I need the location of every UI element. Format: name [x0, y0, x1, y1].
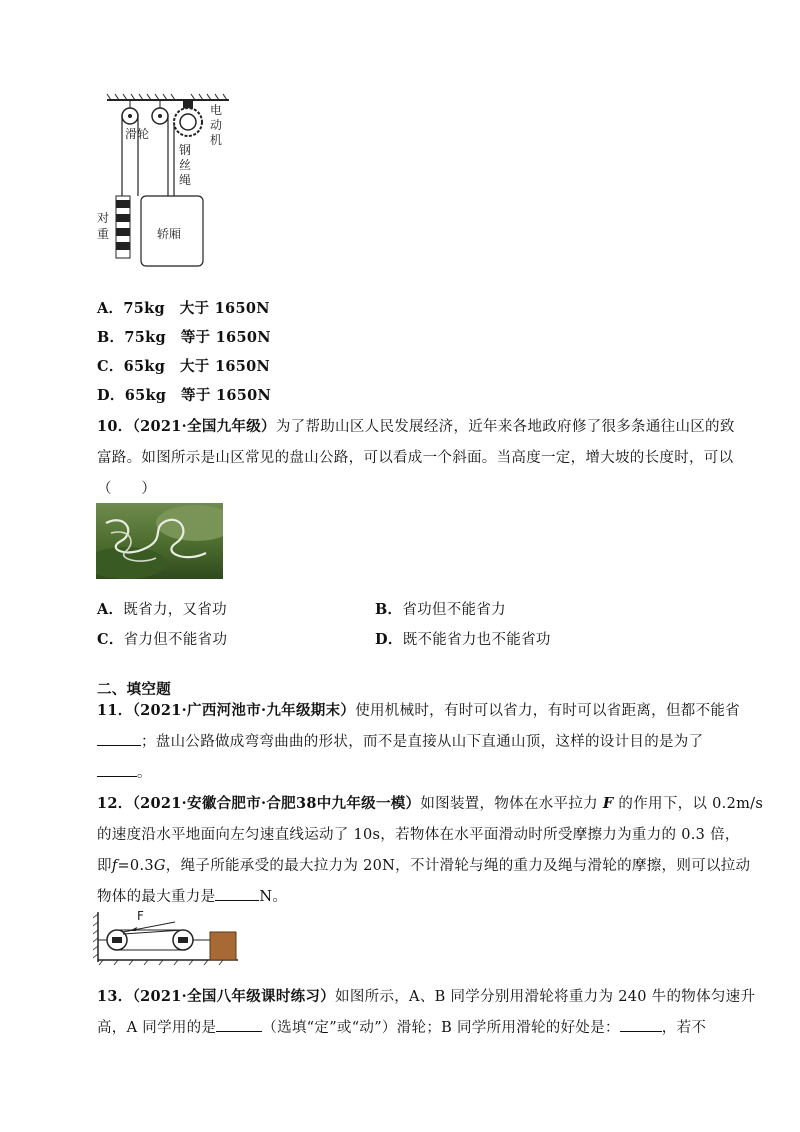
- svg-text:钢: 钢: [179, 143, 192, 157]
- car-label: 轿厢: [157, 227, 182, 241]
- q13-blank-1[interactable]: [216, 1017, 262, 1032]
- q9-option-a[interactable]: A．75kg 大于 1650N: [97, 300, 270, 317]
- q9-option-d[interactable]: D．65kg 等于 1650N: [97, 387, 272, 404]
- q9-option-c[interactable]: C．65kg 大于 1650N: [97, 358, 271, 375]
- svg-text:丝: 丝: [179, 158, 192, 172]
- q12-line4: 物体的最大重力是 N。: [97, 885, 287, 906]
- q10-line1: 10．（2021·全国九年级）为了帮助山区人民发展经济，近年来各地政府修了很多条通往山区的致: [97, 418, 735, 435]
- q12-blank[interactable]: [215, 886, 259, 901]
- q12-line1: 12．（2021·安徽合肥市·合肥38中九年级一模）如图装置，物体在水平拉力 F 的作用下，以 0.2m/s: [97, 795, 764, 812]
- q13-blank-2[interactable]: [620, 1017, 662, 1032]
- svg-text:动: 动: [210, 118, 223, 132]
- q11-blank-2[interactable]: [97, 762, 137, 777]
- q10-option-b[interactable]: B．省功但不能省力: [375, 601, 506, 618]
- q13-line2: 高，A 同学用的是 （选填“定”或“动”）滑轮；B 同学所用滑轮的好处是： ，若不: [97, 1016, 706, 1037]
- q11-line1: 11．（2021·广西河池市·九年级期末）使用机械时，有时可以省力，有时可以省距离，但都不能省: [97, 702, 740, 719]
- q11-line2: ；盘山公路做成弯弯曲曲的形状，而不是直接从山下直通山顶，这样的设计目的是为了: [97, 730, 703, 751]
- q10-option-c[interactable]: C．省力但不能省功: [97, 631, 228, 648]
- force-f-label: F: [137, 910, 144, 923]
- q10-option-a[interactable]: A．既省力，又省功: [97, 601, 227, 618]
- q10-line2: 富路。如图所示是山区常见的盘山公路，可以看成一个斜面。当高度一定，增大坡的长度时，可以: [97, 450, 734, 466]
- mountain-road-photo: [96, 503, 223, 579]
- pulley-label: 滑轮: [125, 127, 150, 141]
- q10-option-d[interactable]: D．既不能省力也不能省功: [375, 631, 551, 648]
- pulley-diagram: [93, 910, 243, 966]
- q11-blank-1[interactable]: [97, 731, 141, 746]
- q11-line3: 。: [97, 761, 152, 782]
- q13-line1: 13．（2021·全国八年级课时练习）如图所示，A、B 同学分别用滑轮将重力为 240 牛的物体匀速升: [97, 988, 756, 1005]
- svg-text:机: 机: [210, 133, 223, 147]
- q12-line2: 的速度沿水平地面向左匀速直线运动了 10s，若物体在水平面滑动时所受摩擦力为重力的 0.3 倍，: [97, 827, 740, 843]
- q10-line3: （ ）: [97, 481, 157, 497]
- svg-text:重: 重: [97, 227, 110, 241]
- elevator-diagram: [97, 92, 237, 272]
- svg-text:对: 对: [97, 211, 110, 225]
- svg-text:电: 电: [210, 103, 223, 117]
- q9-option-b[interactable]: B．75kg 等于 1650N: [97, 329, 271, 346]
- svg-text:绳: 绳: [179, 173, 192, 187]
- section-title: 二、填空题: [97, 681, 171, 698]
- q12-line3: 即f=0.3G，绳子所能承受的最大拉力为 20N，不计滑轮与绳的重力及绳与滑轮的摩擦，则可以拉动: [97, 858, 751, 874]
